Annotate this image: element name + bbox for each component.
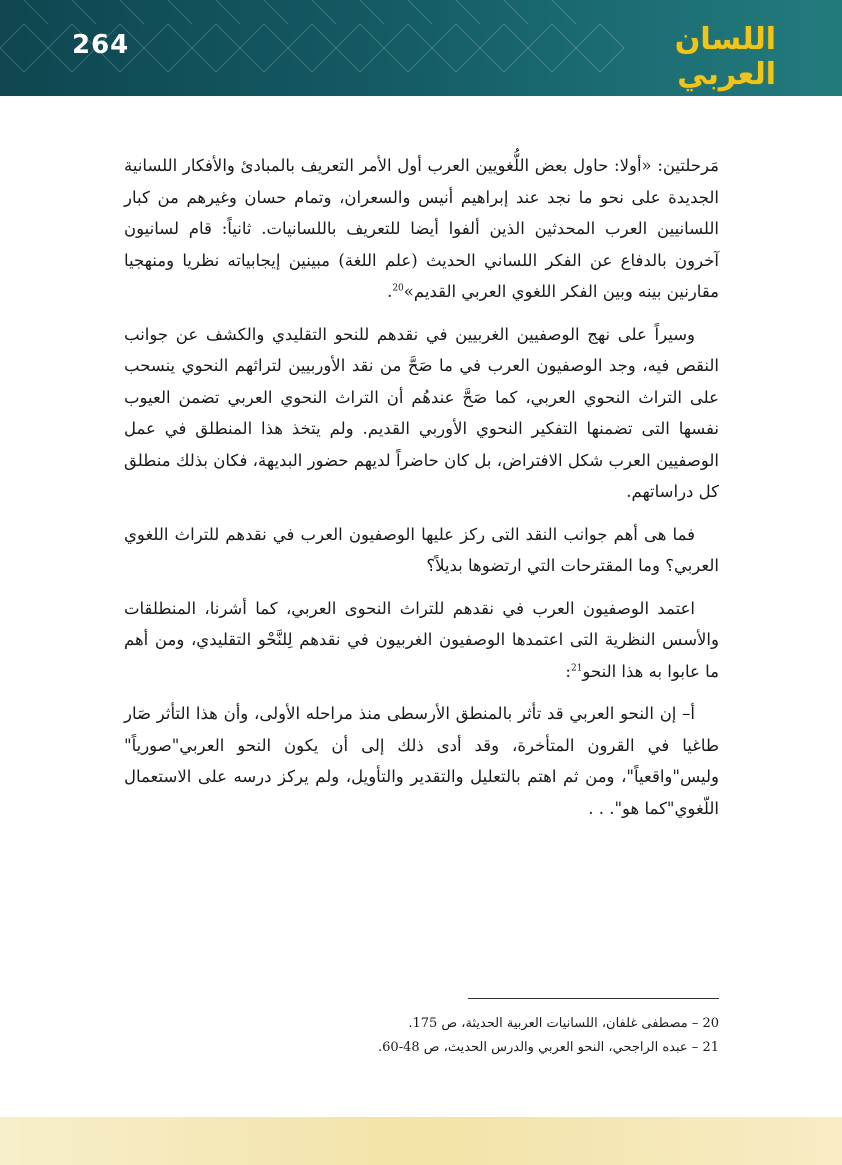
footnote-21: 21 – عبده الراجحي، النحو العربي والدرس الحديث، ص 48-60. <box>378 1040 719 1055</box>
page-footer-band <box>0 1117 842 1165</box>
article-body <box>124 150 719 835</box>
paragraph-1-end: . <box>387 282 393 301</box>
journal-logo <box>616 22 776 92</box>
footnote-divider <box>468 998 719 999</box>
paragraph-2: وسيراً على نهج الوصفيين الغربيين في نقدهم للنحو التقليدي والكشف عن جوانب النقص فيه، وجد الوصفيون العرب في ما صَحَّ من نقد الأوربيين لتراثهم النحوي ينسحب على التراث النحوي العربي، كما صَحَّ عندهُم أن التراث النحوي العربي تضمن العيوب نفسها التى تضمنها التفكير النحوي الأوربي القديم. ولم يتخذ هذا المنطلق في عمل الوصفيين العرب شكل الافتراض، بل كان حاضراً لديهم حضور البديهة، فكان بذلك منطلق كل دراساتهم. <box>124 324 719 501</box>
footnote-ref-21: 21 <box>570 663 583 673</box>
page-header <box>0 0 842 96</box>
footnote-ref-20: 20 <box>392 283 404 294</box>
footnote-20: 20 – مصطفى غلفان، اللسانيات العربية الحديثة، ص 175. <box>408 1016 719 1031</box>
paragraph-1 <box>124 150 719 308</box>
footnotes <box>124 1012 719 1060</box>
logo-text: اللسان العربي <box>674 22 776 92</box>
paragraph-4-end: : <box>565 661 571 681</box>
paragraph-1-text: مَرحلتين: «أولا: حاول بعض اللُّغويين العرب أول الأمر التعريف بالمبادئ والأفكار اللسانية الجديدة على نحو ما نجد عند إبراهيم أنيس والسعران، وتمام حسان وغيرهم من كبار اللسانيين العرب المحدثين الذين ألفوا أيضا للتعريف باللسانيات. ثانياً: قام لسانيون آخرون بالدفاع عن الفكر اللساني الحديث (علم اللغة) مبينين إيجابياته نظريا ومنهجيا مقارنين بينه وبين الفكر اللغوي العربي القديم» <box>124 156 719 301</box>
paragraph-5: أ– إن النحو العربي قد تأثر بالمنطق الأرسطى منذ مراحله الأولى، وأن هذا التأثر صَار طاغيا في القرون المتأخرة، وقد أدى ذلك إلى أن يكون النحو العربي"صورياً" وليس"واقعياً"، ومن ثم اهتم بالتعليل والتقدير والتأويل، ولم يركز درسه على الاستعمال اللّغوي"كما هو". . . <box>124 704 719 818</box>
page-number: 264 <box>72 30 130 60</box>
paragraph-4-text: اعتمد الوصفيون العرب في نقدهم للتراث النحوى العربي، كما أشرنا، المنطلقات والأسس النظرية التى اعتمدها الوصفيون الغربيون في نقدهم لِلنَّحْو التقليدي، ومن أهم ما عابوا به هذا النحو <box>124 598 719 681</box>
paragraph-3: فما هى أهم جوانب النقد التى ركز عليها الوصفيون العرب في نقدهم للتراث اللغوي العربي؟ وما المقترحات التي ارتضوها بديلاً؟ <box>124 524 719 575</box>
paragraph-4 <box>124 593 719 688</box>
